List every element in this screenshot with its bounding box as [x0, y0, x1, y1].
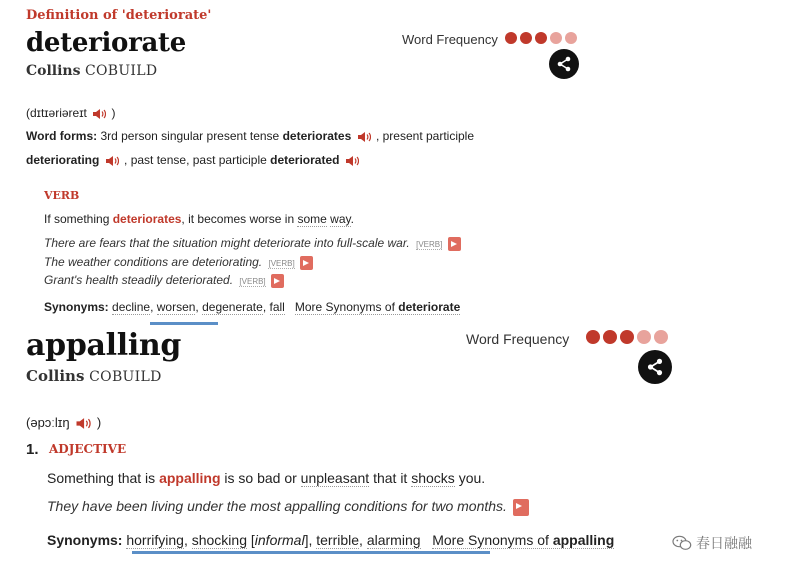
watermark — [672, 533, 752, 553]
play-example-icon[interactable] — [513, 499, 529, 516]
definition-link[interactable]: shocks — [411, 470, 455, 486]
speaker-icon[interactable] — [92, 108, 106, 120]
synonym-link[interactable]: decline — [112, 300, 151, 314]
highlight-underline — [132, 551, 490, 554]
example-text: The weather conditions are deteriorating. — [44, 255, 263, 269]
synonym-link[interactable]: terrible — [316, 532, 360, 548]
pronunciation-open-paren: ( — [26, 106, 30, 120]
word-frequency-dots — [505, 32, 577, 44]
synonyms-label: Synonyms: — [44, 300, 109, 314]
definition-heading: Definition of 'deteriorate' — [26, 8, 212, 23]
sense-number: 1. — [26, 441, 39, 458]
synonym-link[interactable]: shocking — [191, 532, 247, 548]
play-example-icon[interactable] — [271, 274, 284, 288]
pronunciation — [26, 415, 101, 430]
definition-text: is so bad or — [224, 470, 297, 486]
share-icon — [646, 358, 664, 376]
synonyms-line: Synonyms: decline, worsen, degenerate, fall More Synonyms of deteriorate — [44, 300, 461, 314]
more-synonyms-word: appalling — [552, 532, 615, 548]
synonym-link[interactable]: fall — [269, 300, 285, 314]
pronunciation-close-paren: ) — [111, 106, 116, 120]
word-forms-line-1 — [26, 129, 474, 143]
definition-text: , it becomes worse in — [181, 212, 295, 226]
dictionary-source — [26, 63, 157, 79]
more-synonyms-text: More Synonyms of — [294, 300, 395, 314]
definition-text: If something — [44, 212, 110, 226]
frequency-dot — [620, 330, 634, 344]
speaker-icon[interactable] — [345, 155, 359, 167]
part-of-speech: ADJECTIVE — [49, 442, 127, 456]
word-form-desc: , present participle — [375, 129, 475, 143]
speaker-icon[interactable] — [105, 155, 119, 167]
example-text: There are fears that the situation might deteriorate into full-scale war. — [44, 236, 410, 250]
word-forms-line-2 — [26, 153, 361, 167]
frequency-dot — [520, 32, 532, 44]
synonym-link[interactable]: worsen — [156, 300, 196, 314]
share-button[interactable] — [638, 350, 672, 384]
frequency-dot — [637, 330, 651, 344]
source-edition: COBUILD — [89, 369, 162, 385]
synonym-link[interactable]: degenerate — [202, 300, 263, 314]
pronunciation-text: əpɔːlɪŋ — [30, 415, 70, 430]
synonyms-label: Synonyms: — [47, 532, 123, 548]
highlight-underline — [150, 322, 218, 325]
word-form-desc: , past tense, past participle — [124, 153, 267, 167]
word-forms-label: Word forms: — [26, 129, 98, 143]
definition-link[interactable]: unpleasant — [300, 470, 370, 486]
synonym-link[interactable]: horrifying — [126, 532, 184, 548]
dictionary-source — [26, 367, 162, 385]
source-edition: COBUILD — [84, 63, 158, 79]
headword-appalling: appalling — [26, 328, 182, 363]
pronunciation — [26, 106, 116, 120]
watermark-text: 春日融融 — [696, 535, 752, 551]
sense-definition — [44, 212, 354, 226]
more-synonyms-link[interactable] — [295, 300, 460, 315]
definition-text: Something that is — [47, 470, 156, 486]
definition-text: that it — [373, 470, 408, 486]
word-frequency-label: Word Frequency — [466, 331, 570, 347]
source-name: Collins — [26, 367, 85, 385]
frequency-dot — [550, 32, 562, 44]
wechat-icon — [672, 535, 692, 551]
speaker-icon[interactable] — [357, 131, 371, 143]
synonym-link[interactable]: alarming — [366, 532, 421, 548]
part-of-speech: VERB — [44, 189, 80, 202]
play-example-icon[interactable] — [448, 237, 461, 251]
share-icon — [556, 56, 572, 72]
example-sentence — [47, 498, 529, 516]
more-synonyms-text: More Synonyms of — [432, 532, 549, 548]
definition-keyword: appalling — [159, 470, 221, 486]
word-form-desc: 3rd person singular present tense — [100, 129, 280, 143]
example-text: Grant's health steadily deteriorated. — [44, 273, 234, 287]
frequency-dot — [654, 330, 668, 344]
frequency-dot — [535, 32, 547, 44]
word-frequency-dots — [586, 330, 668, 344]
example-sentence — [44, 273, 284, 288]
definition-link[interactable]: some — [297, 212, 327, 226]
frequency-dot — [565, 32, 577, 44]
grammar-tag[interactable]: [VERB] — [416, 240, 443, 249]
word-form: deteriorating — [26, 153, 100, 167]
speaker-icon[interactable] — [75, 417, 91, 430]
grammar-tag[interactable]: [VERB] — [268, 259, 295, 268]
definition-text: you. — [458, 470, 486, 486]
example-sentence — [44, 236, 461, 251]
word-frequency-label: Word Frequency — [402, 32, 498, 47]
pronunciation-open-paren: ( — [26, 415, 31, 430]
pronunciation-close-paren: ) — [96, 415, 102, 430]
definition-link[interactable]: way — [330, 212, 351, 226]
more-synonyms-link[interactable] — [432, 532, 614, 549]
frequency-dot — [586, 330, 600, 344]
headword-deteriorate: deteriorate — [26, 28, 186, 58]
more-synonyms-word: deteriorate — [398, 300, 461, 314]
definition-keyword: deteriorates — [112, 212, 182, 226]
share-button[interactable] — [549, 49, 579, 79]
example-sentence — [44, 255, 313, 270]
frequency-dot — [505, 32, 517, 44]
definition-text: . — [350, 212, 354, 226]
sense-definition — [47, 470, 485, 486]
example-text: They have been living under the most appalling conditions for two months. — [47, 498, 507, 514]
grammar-tag[interactable]: [VERB] — [239, 277, 266, 286]
source-name: Collins — [26, 63, 81, 79]
play-example-icon[interactable] — [300, 256, 313, 270]
word-form: deteriorates — [282, 129, 352, 143]
frequency-dot — [603, 330, 617, 344]
register-label: informal — [254, 532, 305, 548]
word-form: deteriorated — [270, 153, 340, 167]
synonyms-line: Synonyms: horrifying, shocking [informal], terrible, alarming More Synonyms of appalling — [47, 532, 615, 548]
pronunciation-text: dɪtɪəriəreɪt — [30, 106, 87, 120]
